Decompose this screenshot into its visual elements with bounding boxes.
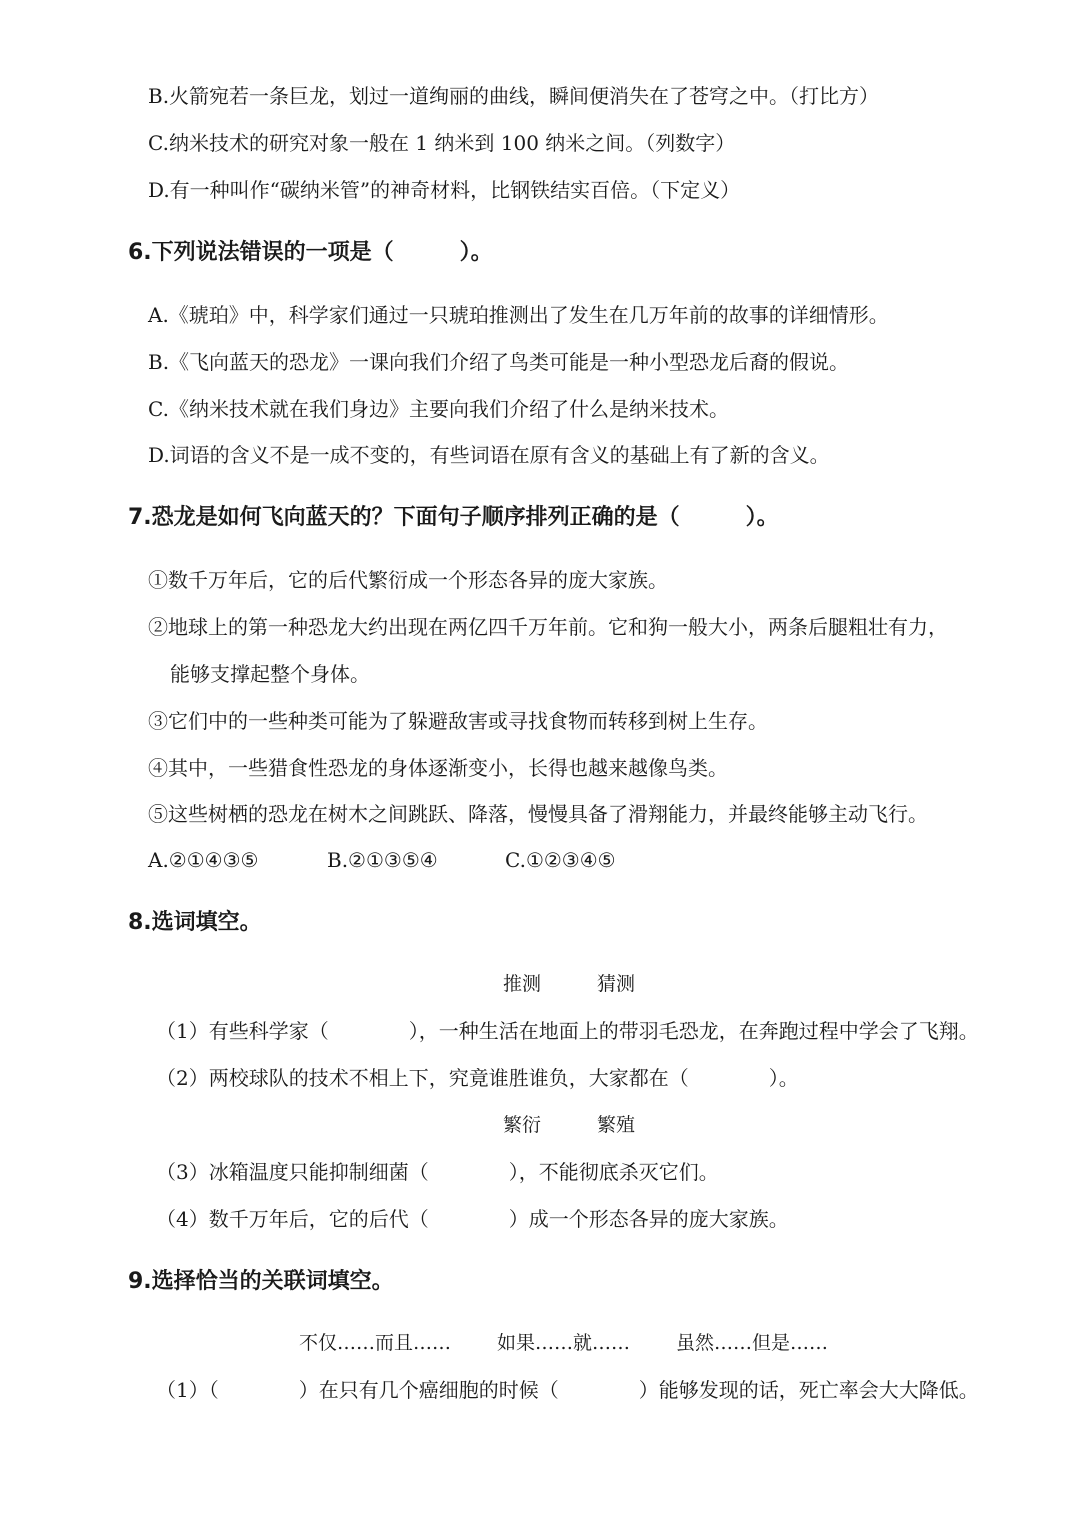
question-9-title: 9.选择恰当的关联词填空。: [128, 1269, 394, 1294]
option-d: D.有一种叫作“碳纳米管”的神奇材料，比钢铁结实百倍。（下定义）: [148, 178, 741, 202]
q6-option-a: A.《琥珀》中，科学家们通过一只琥珀推测出了发生在几万年前的故事的详细情形。: [148, 303, 889, 327]
q7-option-b: B.②①③⑤④: [327, 848, 438, 872]
q6-option-c: C.《纳米技术就在我们身边》主要向我们介绍了什么是纳米技术。: [148, 397, 729, 421]
question-8-title: 8.选词填空。: [128, 910, 262, 935]
q6-option-b: B.《飞向蓝天的恐龙》一课向我们介绍了鸟类可能是一种小型恐龙后裔的假说。: [148, 350, 850, 374]
q8-word-4: 繁殖: [597, 1114, 636, 1136]
q8-item-2: （2）两校球队的技术不相上下，究竟谁胜谁负，大家都在（ ）。: [156, 1066, 799, 1090]
q8-item-4: （4）数千万年后，它的后代（ ）成一个形态各异的庞大家族。: [156, 1207, 789, 1231]
q9-conjunction-1: 不仅……而且……: [299, 1332, 452, 1354]
question-6-title: 6.下列说法错误的一项是（ ）。: [128, 240, 493, 265]
q7-option-a: A.②①④③⑤: [148, 848, 259, 872]
option-c: C.纳米技术的研究对象一般在 1 纳米到 100 纳米之间。（列数字）: [148, 131, 736, 155]
q7-sentence-3: ③它们中的一些种类可能为了躲避敌害或寻找食物而转移到树上生存。: [148, 709, 768, 733]
q8-item-1: （1）有些科学家（ ），一种生活在地面上的带羽毛恐龙，在奔跑过程中学会了飞翔。: [156, 1019, 979, 1043]
q8-word-2: 猜测: [597, 973, 636, 995]
q7-sentence-2: ②地球上的第一种恐龙大约出现在两亿四千万年前。它和狗一般大小，两条后腿粗壮有力，: [148, 615, 948, 639]
q8-word-1: 推测: [503, 973, 542, 995]
q7-sentence-2-cont: 能够支撑起整个身体。: [170, 662, 370, 686]
q7-option-c: C.①②③④⑤: [505, 848, 616, 872]
q7-sentence-4: ④其中，一些猎食性恐龙的身体逐渐变小，长得也越来越像鸟类。: [148, 756, 728, 780]
q9-conjunction-3: 虽然……但是……: [676, 1332, 829, 1354]
q6-option-d: D.词语的含义不是一成不变的，有些词语在原有含义的基础上有了新的含义。: [148, 443, 830, 467]
q8-word-3: 繁衍: [503, 1114, 542, 1136]
q7-sentence-1: ①数千万年后，它的后代繁衍成一个形态各异的庞大家族。: [148, 568, 668, 592]
option-b: B.火箭宛若一条巨龙，划过一道绚丽的曲线，瞬间便消失在了苍穹之中。（打比方）: [148, 84, 880, 108]
q7-sentence-5: ⑤这些树栖的恐龙在树木之间跳跃、降落，慢慢具备了滑翔能力，并最终能够主动飞行。: [148, 802, 928, 826]
q8-item-3: （3）冰箱温度只能抑制细菌（ ），不能彻底杀灭它们。: [156, 1160, 719, 1184]
q9-conjunction-2: 如果……就……: [497, 1332, 631, 1354]
question-7-title: 7.恐龙是如何飞向蓝天的？下面句子顺序排列正确的是（ ）。: [128, 505, 779, 530]
q9-item-1: （1）（ ）在只有几个癌细胞的时候（ ）能够发现的话，死亡率会大大降低。: [156, 1378, 979, 1402]
